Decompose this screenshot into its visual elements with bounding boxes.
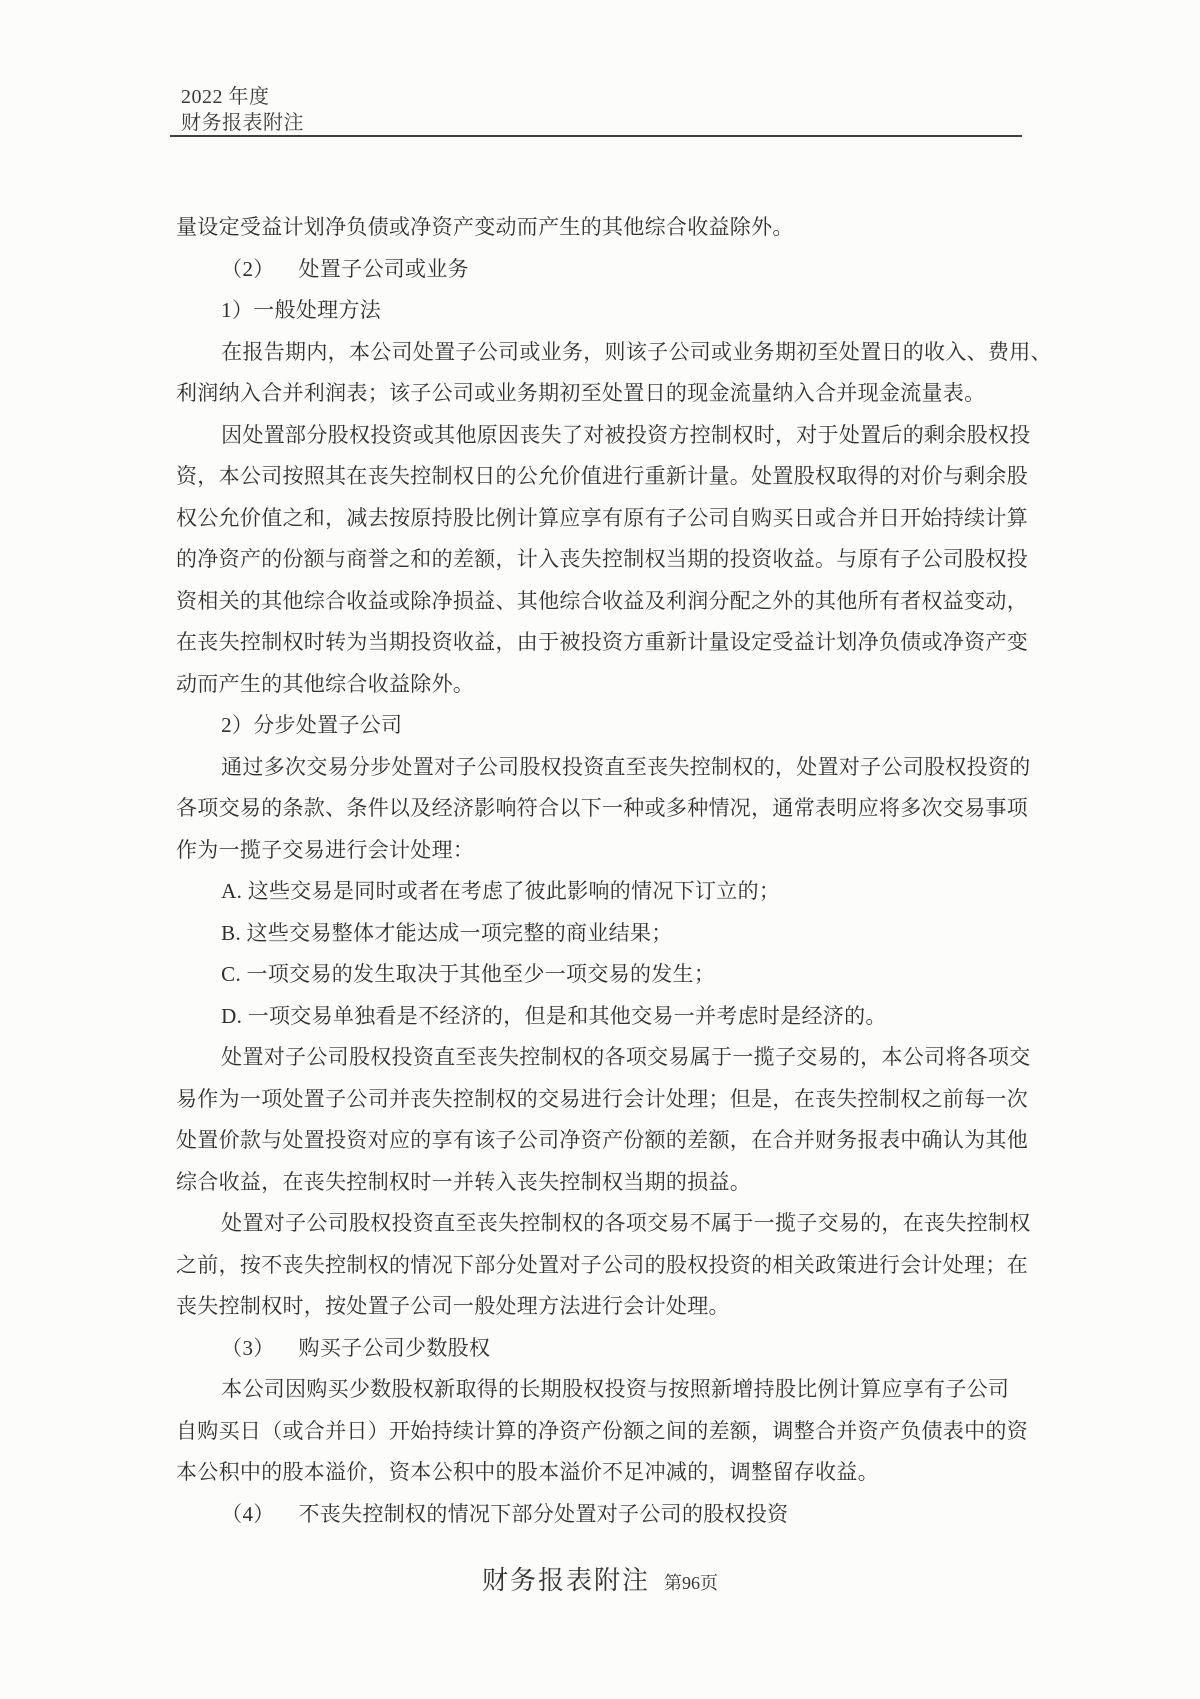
footer-title: 财务报表附注 [481,1566,650,1595]
text-line: 各项交易的条款、条件以及经济影响符合以下一种或多种情况，通常表明应将多次交易事项 [176,796,1028,820]
text-line: 作为一揽子交易进行会计处理： [176,837,475,862]
text-line: 1）一般处理方法 [221,298,382,322]
section-heading-number: （3） [221,1335,275,1360]
text-line: 的净资产的份额与商誉之和的差额，计入丧失控制权当期的投资收益。与原有子公司股权投 [176,547,1028,571]
text-line: 处置对子公司股权投资直至丧失控制权的各项交易属于一揽子交易的，本公司将各项交 [221,1045,1031,1069]
text-line: 权公允价值之和，减去按原持股比例计算应享有原有子公司自购买日或合并日开始持续计算 [176,505,1028,530]
text-line: D. 一项交易单独看是不经济的，但是和其他交易一并考虑时是经济的。 [221,1003,887,1028]
text-line: 利润纳入合并利润表；该子公司或业务期初至处置日的现金流量纳入合并现金流量表。 [176,381,986,405]
text-line: 在报告期内，本公司处置子公司或业务，则该子公司或业务期初至处置日的收入、费用、 [221,339,1052,364]
section-heading-title: 处置子公司或业务 [298,256,469,281]
section-heading-number: （2） [221,256,275,281]
section-heading-title: 购买子公司少数股权 [298,1335,491,1360]
text-line: 处置价款与处置投资对应的享有该子公司净资产份额的差额，在合并财务报表中确认为其他 [176,1128,1028,1152]
text-line: 通过多次交易分步处置对子公司股权投资直至丧失控制权的，处置对子公司股权投资的 [221,754,1031,779]
text-line: 本公积中的股本溢价，资本公积中的股本溢价不足冲减的，调整留存收益。 [176,1460,879,1484]
text-line: 处置对子公司股权投资直至丧失控制权的各项交易不属于一揽子交易的，在丧失控制权 [221,1211,1031,1235]
text-line: 综合收益，在丧失控制权时一并转入丧失控制权当期的损益。 [176,1169,752,1194]
text-line: 2）分步处置子公司 [221,713,403,737]
text-line: C. 一项交易的发生取决于其他至少一项交易的发生； [221,962,716,986]
text-line: 丧失控制权时，按处置子公司一般处理方法进行会计处理。 [176,1294,730,1318]
text-line: 在丧失控制权时转为当期投资收益，由于被投资方重新计量设定受益计划净负债或净资产变 [176,630,1028,654]
page-header [181,84,304,136]
text-line: 量设定受益计划净负债或净资产变动而产生的其他综合收益除外。 [176,215,794,239]
text-line: A. 这些交易是同时或者在考虑了彼此影响的情况下订立的； [221,879,781,903]
section-heading [176,1328,1028,1370]
header-doc-title: 财务报表附注 [181,112,304,134]
text-line: 资相关的其他综合收益或除净损益、其他综合收益及利润分配之外的其他所有者权益变动， [176,588,1028,613]
section-heading [176,1494,1028,1536]
text-line: 资，本公司按照其在丧失控制权日的公允价值进行重新计量。处置股权取得的对价与剩余股 [176,464,1028,488]
section-heading-number: （4） [221,1501,275,1526]
section-heading-title: 不丧失控制权的情况下部分处置对子公司的股权投资 [298,1501,789,1526]
section-heading [176,249,1028,291]
text-line: 易作为一项处置子公司并丧失控制权的交易进行会计处理；但是，在丧失控制权之前每一次 [176,1086,1028,1111]
text-line: 动而产生的其他综合收益除外。 [176,671,475,696]
header-year: 2022 年度 [181,86,270,108]
page-footer [0,1560,1200,1597]
text-line: 自购买日（或合并日）开始持续计算的净资产份额之间的差额，调整合并资产负债表中的资 [176,1418,1028,1443]
text-line: 之前，按不丧失控制权的情况下部分处置对子公司的股权投资的相关政策进行会计处理；在 [176,1252,1028,1277]
header-divider [170,135,1022,137]
text-line: B. 这些交易整体才能达成一项完整的商业结果； [221,920,673,945]
text-line: 因处置部分股权投资或其他原因丧失了对被投资方控制权时，对于处置后的剩余股权投 [221,422,1031,447]
text-line: 本公司因购买少数股权新取得的长期股权投资与按照新增持股比例计算应享有子公司 [221,1377,1010,1401]
footer-page-number: 第96页 [664,1573,718,1593]
body-text [176,207,1052,1535]
